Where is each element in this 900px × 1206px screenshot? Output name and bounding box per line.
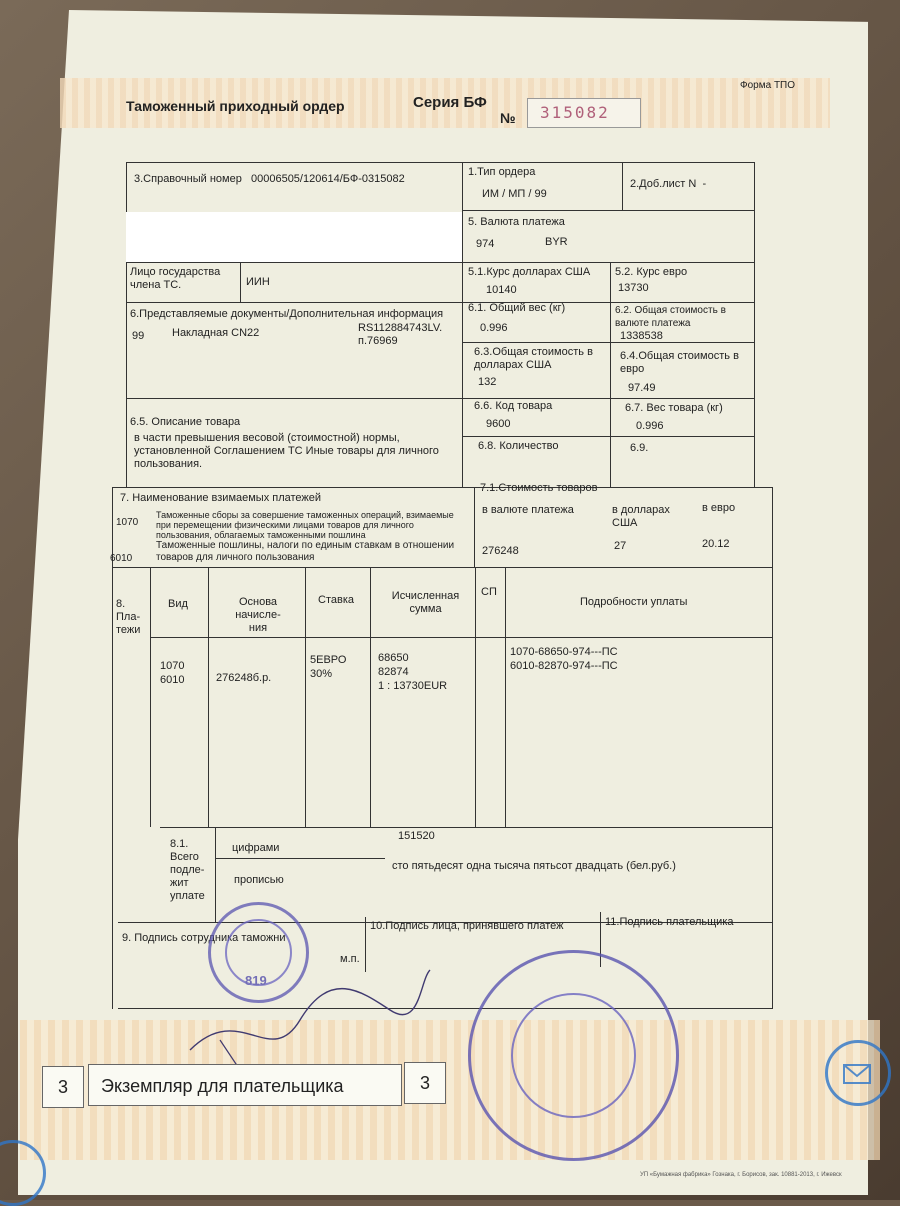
series-label: Серия БФ xyxy=(413,94,487,111)
f71-value-eur: 20.12 xyxy=(702,538,730,550)
f52-label: 5.2. Курс евро xyxy=(615,266,688,278)
f7-text-2: Таможенные пошлины, налоги по единым ставкам в отношении товаров для личного пользования xyxy=(156,540,455,563)
f51-label: 5.1.Курс долларах США xyxy=(468,266,591,278)
f1-value: ИМ / МП / 99 xyxy=(482,188,547,200)
f8-header-kind: Вид xyxy=(168,598,188,610)
f8-kind-2: 6010 xyxy=(160,674,185,686)
f64-value: 97.49 xyxy=(628,382,656,394)
copy-number-right: 3 xyxy=(404,1062,446,1104)
frame-right-lower xyxy=(772,487,773,1009)
f3-value: 00006505/120614/БФ-0315082 xyxy=(250,173,405,185)
handwritten-signature xyxy=(180,960,440,1080)
f67-value: 0.996 xyxy=(636,420,664,432)
row-line-5 xyxy=(126,398,754,399)
s8-col-4 xyxy=(370,567,371,827)
f62-value: 1338538 xyxy=(620,330,663,342)
f71-col-payment: в валюте платежа xyxy=(482,504,574,516)
f68-value: 6.9. xyxy=(630,442,649,454)
f8-base: 276248б.р. xyxy=(216,672,272,684)
serial-number: 315082 xyxy=(540,103,610,122)
f71-col-usd: в долларах США xyxy=(612,504,670,529)
f7-label: 7. Наименование взимаемых платежей xyxy=(120,492,322,504)
f8-kind-1: 1070 xyxy=(160,660,185,672)
s8-col-6 xyxy=(505,567,506,827)
f71-value-usd: 27 xyxy=(614,540,627,552)
s81-digits-line xyxy=(215,858,385,859)
frame-left-lower xyxy=(112,487,113,1009)
f2-label: 2.Доб.лист N - xyxy=(630,178,707,190)
row-line-2 xyxy=(126,262,754,263)
f1-label: 1.Тип ордера xyxy=(468,166,536,178)
s8-header-line xyxy=(150,637,772,638)
f62-label: 6.2. Общая стоимость в валюте платежа xyxy=(615,305,726,329)
f63-value: 132 xyxy=(478,376,497,388)
person-label: Лицо государства члена ТС. xyxy=(130,266,221,291)
f8-header-rate: Ставка xyxy=(318,594,354,606)
f66-value: 9600 xyxy=(486,418,511,430)
frame-right-upper xyxy=(754,162,755,487)
f8-header-details: Подробности уплаты xyxy=(580,596,688,608)
f11-label: 11.Подпись плательщика xyxy=(605,916,734,928)
row-line-8 xyxy=(112,567,772,568)
f8-rate-1: 5ЕВРО xyxy=(310,654,347,666)
f71-col-eur: в евро xyxy=(702,502,736,514)
s8-col-2 xyxy=(208,567,209,827)
f66-label: 6.6. Код товара xyxy=(474,400,553,412)
row-line-4 xyxy=(462,342,754,343)
serial-number-box xyxy=(527,98,641,128)
f81-words: сто пятьдесят одна тысяча пятьсот двадцать (бел.руб.) xyxy=(392,860,676,872)
f8-header-sp: СП xyxy=(481,586,497,598)
f6-number: 99 xyxy=(132,330,145,342)
f71-value-payment: 276248 xyxy=(482,545,519,557)
bank-logo-icon xyxy=(825,1040,891,1106)
s81-divider xyxy=(215,827,216,922)
f81-words-label: прописью xyxy=(234,874,284,886)
frame-f2-divider xyxy=(622,162,623,210)
frame-right-divider xyxy=(610,262,611,487)
row-line-3 xyxy=(126,302,754,303)
f51-value: 10140 xyxy=(486,284,517,296)
f71-label: 7.1.Стоимость товаров xyxy=(480,482,598,494)
row-line-9 xyxy=(160,827,772,828)
s8-col-1 xyxy=(150,567,151,827)
f8-sum-2: 82874 xyxy=(378,666,409,678)
f9-seal-mark: м.п. xyxy=(340,953,360,965)
f65-label: 6.5. Описание товара xyxy=(130,416,241,428)
envelope-icon xyxy=(828,1043,888,1103)
s8-col-5 xyxy=(475,567,476,827)
regional-committee-stamp xyxy=(468,950,679,1161)
printer-footer: УП «Бумажная фабрика» Гознака, г. Борисов, зак. 10881-2013, г. Ижевск xyxy=(640,1172,842,1178)
f61-label: 6.1. Общий вес (кг) xyxy=(468,302,566,314)
f81-digits-label: цифрами xyxy=(232,842,280,854)
f65-text: в части превышения весовой (стоимостной) нормы, установленной Соглашением ТС Иные товары для личного пользования. xyxy=(134,432,439,470)
stamp-number: 819 xyxy=(245,973,267,988)
f81-digits: 151520 xyxy=(398,830,435,842)
f2-value: - xyxy=(702,178,707,190)
f8-details-2: 6010-82870-974---ПС xyxy=(510,660,618,672)
f68-label: 6.8. Количество xyxy=(478,440,559,452)
f63-label: 6.3.Общая стоимость в долларах США xyxy=(474,346,593,371)
f52-value: 13730 xyxy=(618,282,649,294)
f8-details-1: 1070-68650-974---ПС xyxy=(510,646,618,658)
copy-number-left: 3 xyxy=(42,1066,84,1108)
number-sign: № xyxy=(500,110,516,126)
f5-label: 5. Валюта платежа xyxy=(468,216,565,228)
frame-left-upper xyxy=(126,162,127,487)
f7-divider xyxy=(474,487,475,567)
f8-label: 8. Пла-тежи xyxy=(116,598,141,636)
f81-label: 8.1. Всего подле-жит уплате xyxy=(170,838,205,902)
big-stamp-inner-ring xyxy=(511,993,636,1118)
s8-col-3 xyxy=(305,567,306,827)
document-title: Таможенный приходный ордер xyxy=(126,98,345,114)
f9-label: 9. Подпись сотрудника таможни xyxy=(122,932,286,944)
frame-top xyxy=(126,162,754,163)
f6-document: Накладная CN22 xyxy=(172,327,260,339)
copy-label: Экземпляр для плательщика xyxy=(88,1064,402,1106)
iin-label: ИИН xyxy=(246,276,270,288)
f6-ref-2: п.76969 xyxy=(358,335,398,347)
f64-label: 6.4.Общая стоимость в евро xyxy=(620,350,739,375)
f61-value: 0.996 xyxy=(480,322,508,334)
redacted-personal-data xyxy=(126,212,462,262)
row-line-6 xyxy=(462,436,754,437)
f10-label: 10.Подпись лица, принявшего платеж xyxy=(370,920,564,932)
f8-sum-3: 1 : 13730EUR xyxy=(378,680,448,692)
f5-currency: BYR xyxy=(545,236,568,248)
row-line-7 xyxy=(112,487,772,488)
f67-label: 6.7. Вес товара (кг) xyxy=(625,402,723,414)
f7-code-1: 1070 xyxy=(116,517,139,528)
f8-header-sum: Исчисленная сумма xyxy=(391,590,460,615)
f6-label: 6.Представляемые документы/Дополнительная информация xyxy=(130,308,444,320)
f6-ref-1: RS112884743LV. xyxy=(358,322,443,334)
f8-rate-2: 30% xyxy=(310,668,333,680)
person-divider xyxy=(240,262,241,302)
f8-sum-1: 68650 xyxy=(378,652,409,664)
f3-label: 3.Справочный номер 00006505/120614/БФ-0315082 xyxy=(134,173,405,185)
f5-code: 974 xyxy=(476,238,495,250)
f7-text-1: Таможенные сборы за совершение таможенных операций, взимаемые при перемещении физическими лицами товаров для личного пользования, облагаемых таможенными пошлина xyxy=(156,510,454,540)
f7-code-2: 6010 xyxy=(110,553,133,564)
form-label: Форма ТПО xyxy=(740,80,796,91)
row-line-1 xyxy=(462,210,754,211)
f8-header-base: Основа начисле-ния xyxy=(235,596,281,634)
